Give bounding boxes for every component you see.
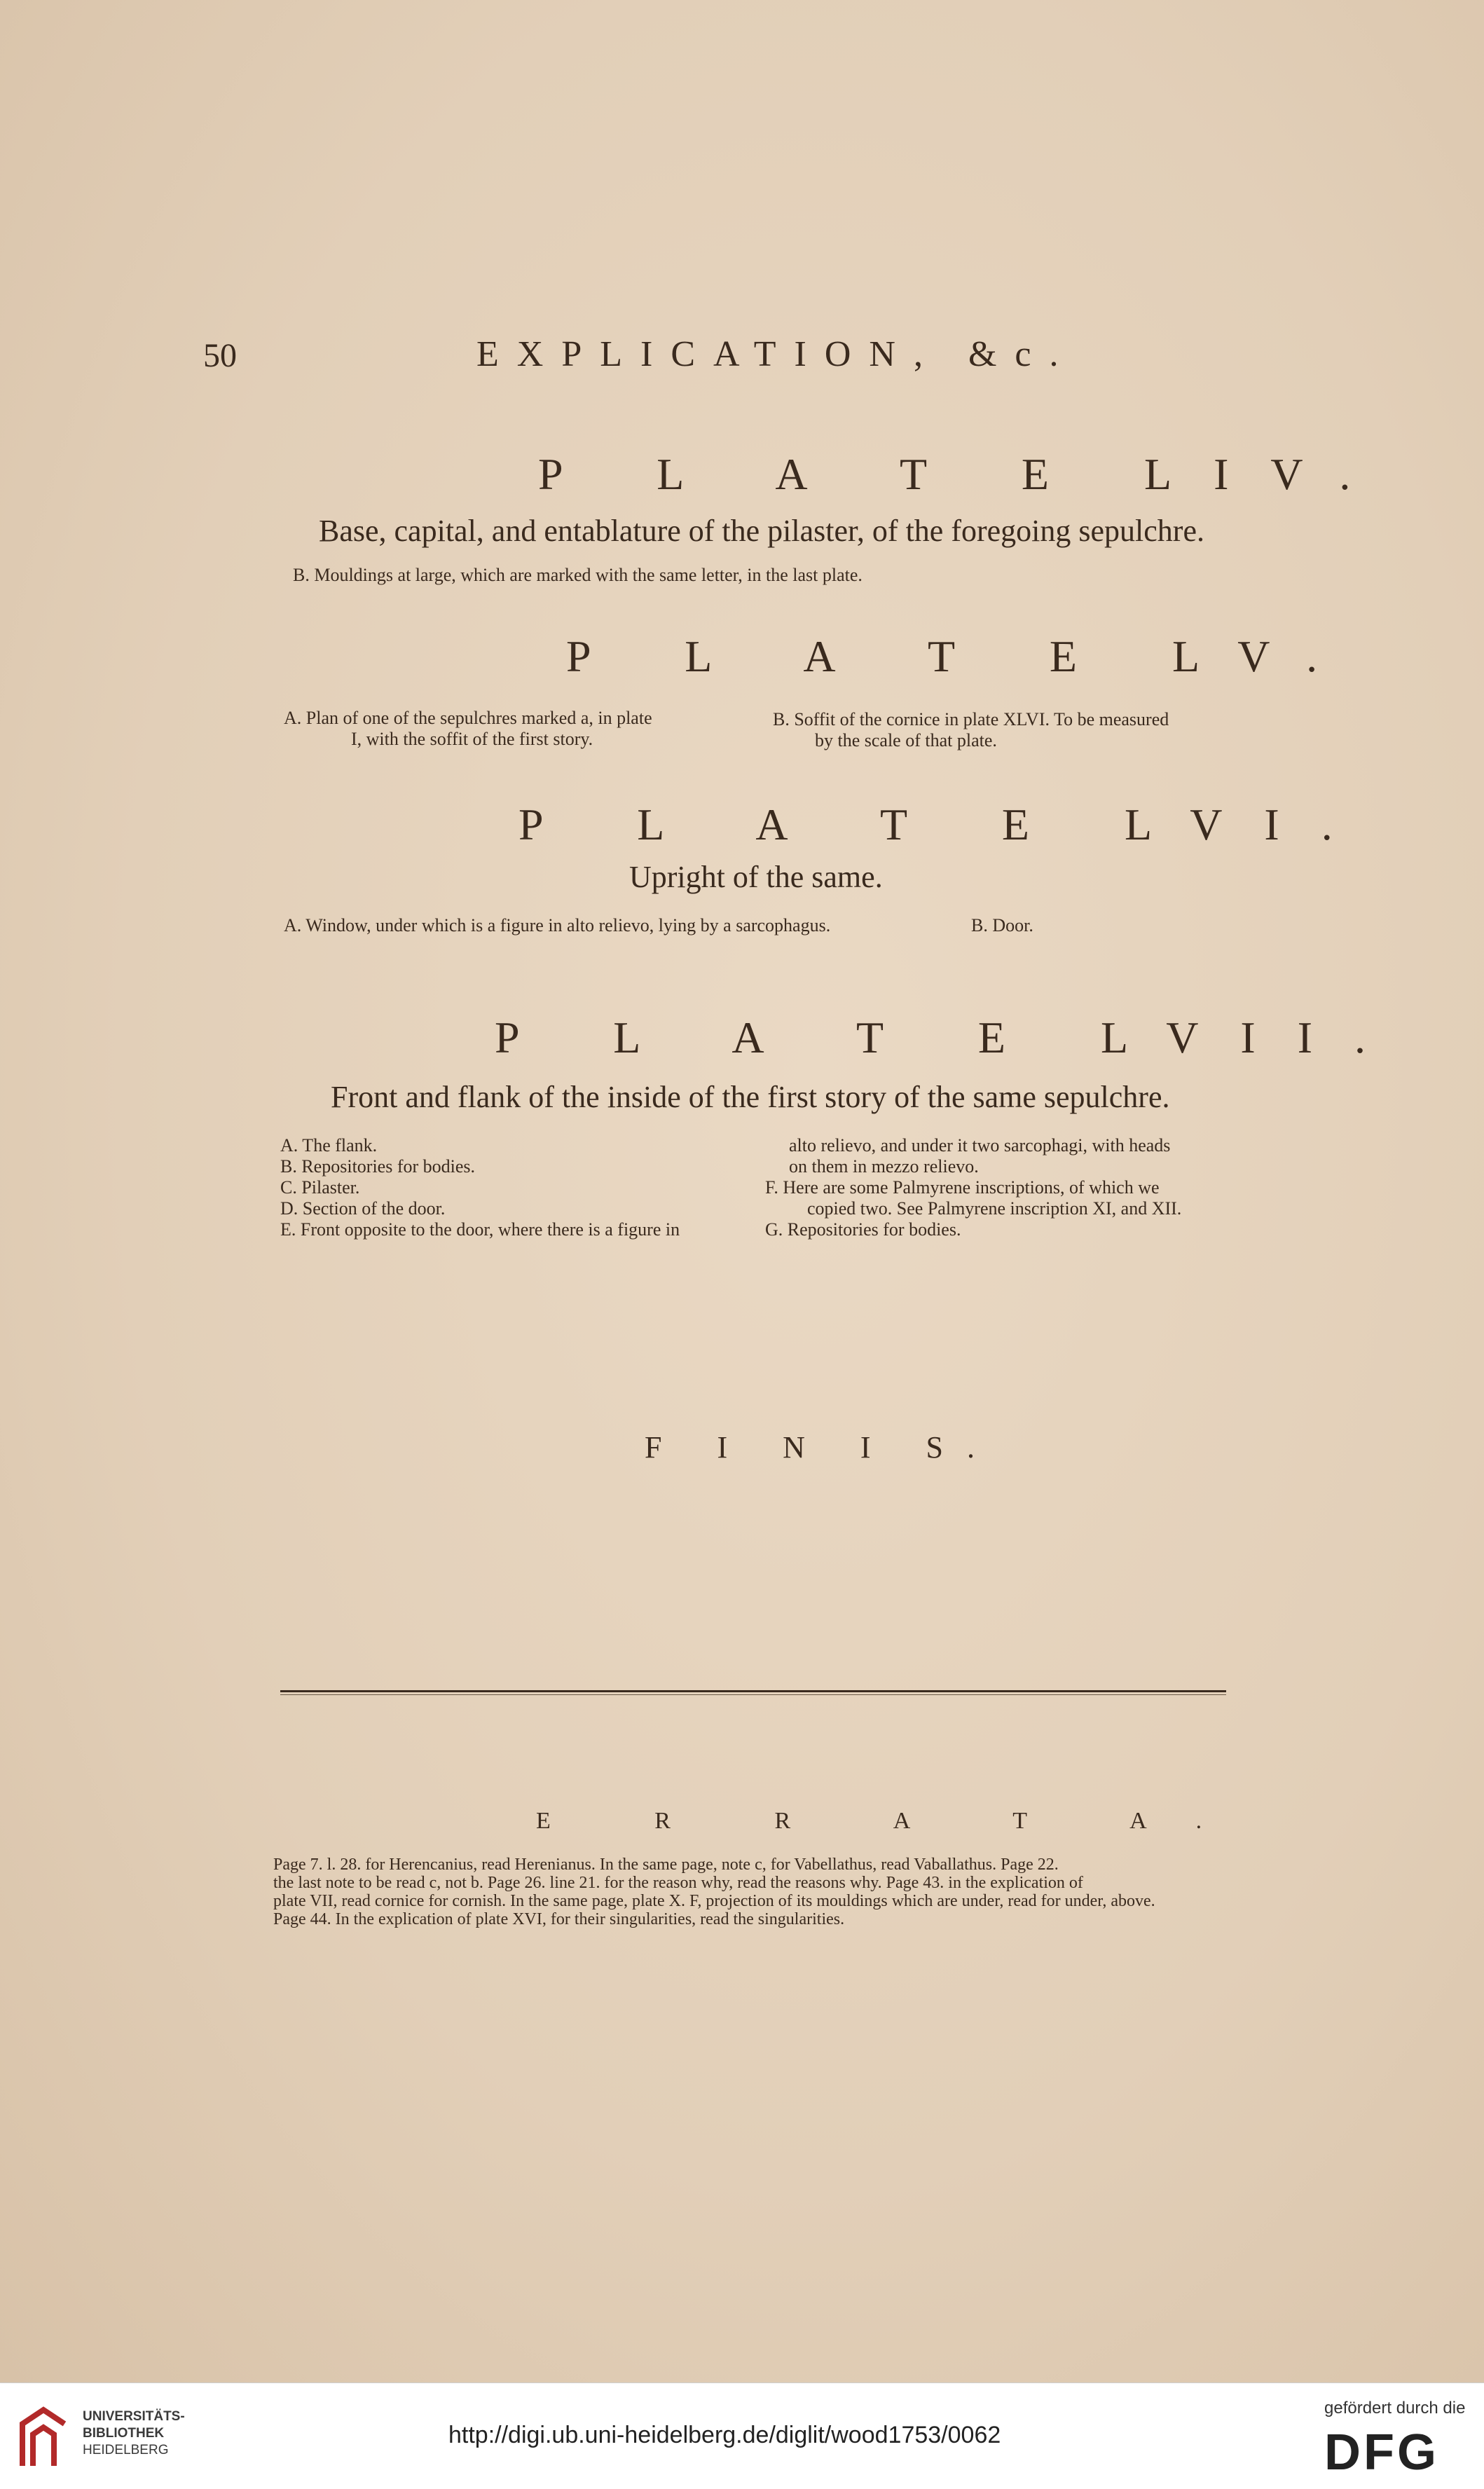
plate-lvi-left-column <box>284 915 830 936</box>
page-number: 50 <box>203 337 237 374</box>
plate-lv-left-column <box>284 708 652 750</box>
plate-lvii-left-line: B. Repositories for bodies. <box>280 1156 476 1177</box>
permalink-url[interactable]: http://digi.ub.uni-heidelberg.de/diglit/wood1753/0062 <box>448 2422 1001 2448</box>
plate-liv-title: P L A T E LIV. <box>538 449 1393 499</box>
plate-lvii-left-line: D. Section of the door. <box>280 1198 446 1219</box>
plate-lv-title: P L A T E LV. <box>566 631 1360 681</box>
plate-lv-right-line: by the scale of that plate. <box>815 730 997 750</box>
errata-line: Page 7. l. 28. for Herencanius, read Herenianus. In the same page, note c, for Vabellathus, read Vaballathus. Page 22. <box>273 1856 1059 1874</box>
plate-lv-right-column <box>773 709 1169 751</box>
university-library-logo-icon <box>15 2403 71 2473</box>
plate-lvii-title: P L A T E LVII. <box>495 1013 1408 1062</box>
plate-lvii-right-column <box>765 1135 1181 1240</box>
plate-lvii-left-line: E. Front opposite to the door, where there is a figure in <box>280 1219 680 1240</box>
plate-lvii-left-line: A. The flank. <box>280 1135 378 1156</box>
dfg-logo: DFG <box>1324 2425 1439 2481</box>
divider-rule <box>280 1690 1226 1692</box>
errata-line: the last note to be read c, not b. Page 26. line 21. for the reason why, read the reasons why. Page 43. in the explication of <box>273 1874 1083 1892</box>
plate-lvii-right-line: copied two. See Palmyrene inscription XI, and XII. <box>807 1198 1182 1219</box>
library-name-line: UNIVERSITÄTS- <box>83 2409 185 2424</box>
errata-line: plate VII, read cornice for cornish. In the same page, plate X. F, projection of its mouldings which are under, read for under, above. <box>273 1892 1155 1910</box>
errata-title: E R R A T A. <box>536 1808 1251 1834</box>
errata-line: Page 44. In the explication of plate XVI, for their singularities, read the singularities. <box>273 1910 845 1928</box>
plate-lv-left-line: A. Plan of one of the sepulchres marked a, in plate <box>284 708 652 728</box>
library-name-line: BIBLIOTHEK <box>83 2426 165 2441</box>
plate-lvi-right-column <box>971 915 1033 936</box>
plate-lvi-subtitle: Upright of the same. <box>629 860 883 894</box>
footer-bar <box>0 2382 1484 2489</box>
plate-lvii-subtitle: Front and flank of the inside of the first story of the same sepulchre. <box>331 1080 1170 1114</box>
plate-lvi-title: P L A T E LVI. <box>518 800 1375 849</box>
errata-text <box>273 1856 1226 1928</box>
running-title: EXPLICATION, &c. <box>476 334 1077 374</box>
library-name <box>83 2408 185 2459</box>
plate-liv-note: B. Mouldings at large, which are marked with the same letter, in the last plate. <box>293 565 863 585</box>
plate-lvii-right-line: G. Repositories for bodies. <box>765 1219 961 1240</box>
plate-lvii-right-line: alto relievo, and under it two sarcophagi, with heads <box>789 1135 1171 1156</box>
plate-lv-left-line: I, with the soffit of the first story. <box>351 729 593 749</box>
plate-lvii-left-line: C. Pilaster. <box>280 1177 360 1198</box>
plate-lvi-left-line: A. Window, under which is a figure in alto relievo, lying by a sarcophagus. <box>284 915 831 935</box>
library-name-line: HEIDELBERG <box>83 2443 169 2457</box>
divider-rule-thin <box>280 1694 1226 1695</box>
plate-lvii-right-line: F. Here are some Palmyrene inscriptions, of which we <box>765 1177 1160 1198</box>
plate-lv-right-line: B. Soffit of the cornice in plate XLVI. To be measured <box>773 709 1169 729</box>
plate-lvi-right-line: B. Door. <box>971 915 1033 935</box>
plate-lvii-left-column <box>280 1135 680 1240</box>
funded-by-label: gefördert durch die <box>1324 2399 1466 2418</box>
finis: F I N I S. <box>645 1430 999 1465</box>
plate-liv-subtitle: Base, capital, and entablature of the pilaster, of the foregoing sepulchre. <box>319 514 1204 548</box>
plate-lvii-right-line: on them in mezzo relievo. <box>789 1156 979 1177</box>
